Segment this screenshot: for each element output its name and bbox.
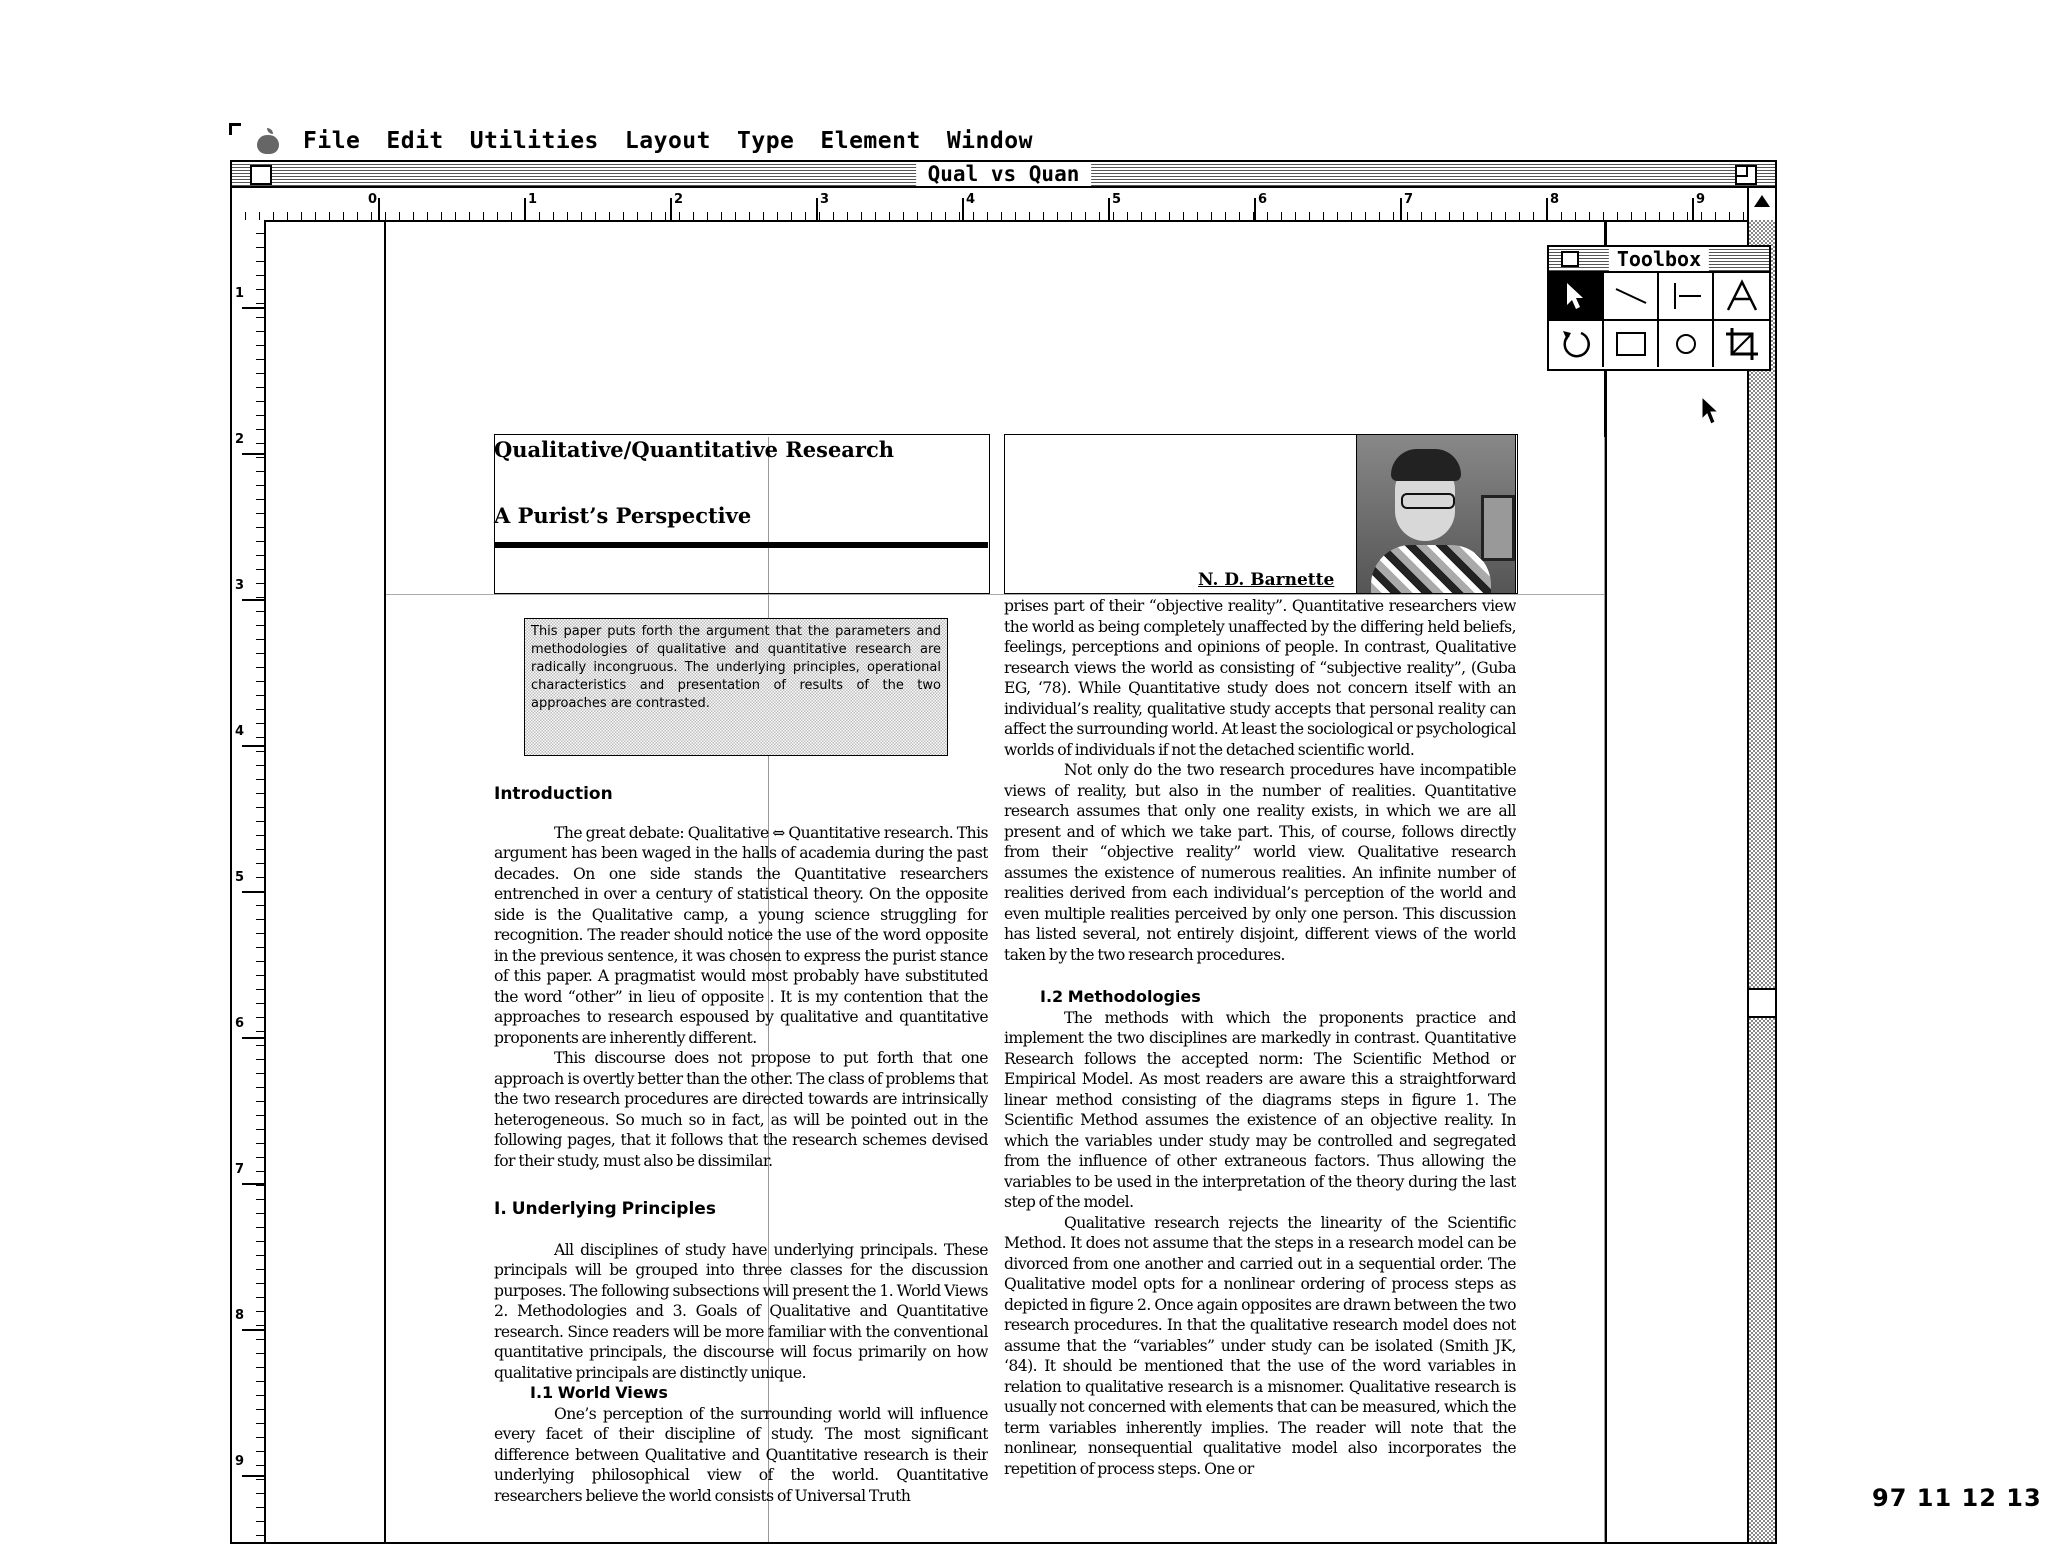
vertical-scrollbar[interactable] [1747, 220, 1775, 1542]
ruler-h-tick [1108, 198, 1110, 220]
abstract-spacer [494, 628, 988, 784]
window-title: Qual vs Quan [916, 162, 1092, 186]
author-name: N. D. Barnette [1198, 570, 1335, 590]
rectangle-tool-icon[interactable] [1604, 321, 1659, 367]
ruler-v-label: 7 [235, 1162, 245, 1177]
column-guide [1604, 437, 1605, 1542]
intro-heading: Introduction [494, 784, 613, 804]
ruler-h-tick [1546, 198, 1548, 220]
intro-paragraph-1: The great debate: Qualitative ⇔ Quantitative research. This argument has been waged in the halls of academia during the past decades. On one side stands the Quantitative researchers entrenched in over a century of statistical theory. On the opposite side is the Qualitative camp, a young science struggling for recognition. The reader should notice the use of the word opposite in the previous sentence, it was chosen to express the purist stance of this paper. A pragmatist would most probably have substituted the word “other” in lieu of opposite . It is my contention that the approaches to research espoused by qualitative and quantitative proponents are inherently different. [494, 823, 988, 1047]
menu-element[interactable]: Element [820, 128, 921, 154]
ruler-h-tick [962, 198, 964, 220]
toolbox-grid [1549, 273, 1769, 367]
author-photo[interactable] [1356, 434, 1516, 594]
menu-utilities[interactable]: Utilities [469, 128, 599, 154]
vertical-ruler[interactable] [232, 220, 266, 1542]
toolbox-title-bar[interactable] [1549, 247, 1769, 273]
ruler-h-label: 5 [1112, 192, 1122, 207]
ruler-h-label: 3 [820, 192, 830, 207]
menu-layout[interactable]: Layout [624, 128, 711, 154]
ruler-v-tick [242, 891, 264, 893]
spacer [1004, 965, 1516, 987]
ruler-h-tick [1254, 198, 1256, 220]
subsection-1-1-paragraph: One’s perception of the surrounding world will influence every facet of their discipline of study. The most significant difference between Qualitative and Quantitative research is their underlying philosophical view of the world. Quantitative researchers believe the world consists of Universal Truth [494, 1404, 988, 1505]
menu-bar [255, 124, 1059, 158]
image-stamp-text: 97 11 12 13 [1872, 1484, 2042, 1512]
mouse-pointer-icon [1700, 395, 1722, 427]
ruler-h-tick [524, 198, 526, 220]
ruler-v-tick [242, 1037, 264, 1039]
intro-paragraph-2: This discourse does not propose to put forth that one approach is overtly better than the other. The class of problems that the two research procedures are directed towards are intrinsically heterogeneous. So much so in fact, as will be pointed out in the following pages, that it follows that the research schemes devised for their study, must also be dissimilar. [494, 1049, 988, 1170]
ruler-v-label: 2 [235, 432, 245, 447]
abstract-box[interactable]: This paper puts forth the argument that the parameters and methodologies of qualitative and quantitative research are radically incongruous. The underlying principles, operational characteristics and presentation of results of the two approaches are contrasted. [524, 618, 948, 756]
document-title: Qualitative/Quantitative Research [494, 437, 895, 462]
spacer [494, 1220, 988, 1240]
ruler-h-tick [1400, 198, 1402, 220]
ruler-h-label: 8 [1550, 192, 1560, 207]
pointer-tool-icon[interactable] [1549, 273, 1604, 321]
ruler-v-tick [242, 1183, 264, 1185]
menu-edit[interactable]: Edit [386, 128, 444, 154]
spacer [494, 805, 988, 823]
toolbox-close-icon[interactable] [1561, 251, 1579, 267]
ruler-h-tick [670, 198, 672, 220]
apple-menu-icon[interactable] [255, 128, 281, 154]
section-1-paragraph: All disciplines of study have underlying principals. These principals will be grouped into three classes for the discussion purposes. The following subsections will present the 1. World Views 2. Methodologies and 3. Goals of Qualitative and Quantitative research. Since readers will be more familiar with the conventional quantitative principals, the discourse will focus primarily on how qualitative principals are distinctly unique. [494, 1240, 988, 1382]
ruler-h-label: 2 [674, 192, 684, 207]
ruler-v-tick [242, 453, 264, 455]
ruler-v-label: 9 [235, 1454, 245, 1469]
ruler-h-tick [816, 198, 818, 220]
ruler-h-label: 7 [1404, 192, 1414, 207]
ellipse-tool-icon[interactable] [1659, 321, 1714, 367]
photo-hair [1391, 449, 1461, 481]
toolbox-palette [1547, 245, 1771, 371]
horizontal-guide [386, 594, 1604, 595]
right-paragraph-2: Not only do the two research procedures have incompatible views of reality, but also in the number of realities. Quantitative research assumes that only one reality exists, in which we are all present and of which we take part. This, of course, follows directly from their “objective reality” world view. Qualitative research assumes the existence of numerous realities. An infinite number of realities derived from each individual’s perception of the world and even multiple realities perceived by only one person. This discussion has listed several, not entirely disjoint, different views of the world taken by the two research procedures. [1004, 761, 1516, 964]
ruler-h-label: 4 [966, 192, 976, 207]
text-tool-icon[interactable] [1714, 273, 1769, 321]
ruler-v-label: 3 [235, 578, 245, 593]
menu-file[interactable]: File [303, 128, 361, 154]
left-text-column[interactable] [494, 628, 988, 1528]
ruler-v-tick [242, 1475, 264, 1477]
ruler-h-tick [1692, 198, 1694, 220]
ruler-h-tick [378, 198, 380, 220]
right-text-column[interactable] [1004, 596, 1516, 1536]
ruler-h-label: 1 [528, 192, 538, 207]
page-left-edge [384, 220, 386, 1542]
ruler-h-label: 6 [1258, 192, 1268, 207]
ruler-v-tick [242, 307, 264, 309]
toolbox-title: Toolbox [1609, 247, 1709, 271]
spacer [494, 1171, 988, 1199]
diagonal-line-tool-icon[interactable] [1604, 273, 1659, 321]
ruler-v-label: 6 [235, 1016, 245, 1031]
ruler-v-tick [242, 599, 264, 601]
right-paragraph-3: The methods with which the proponents practice and implement the two disciplines are markedly in contrast. Quantitative Research follows the accepted norm: The Scientific Method or Empirical Model. As most readers are aware this a straightforward linear method consisting of the diagrams steps in figure 1. The Scientific Method assumes the existence of an objective reality. In which the variables under study may be controlled and segregated from the influence of other extraneous factors. Thus allowing the variables to be used in the interpretation of the theory during the last step of the model. [1004, 1008, 1516, 1211]
ruler-v-tick [242, 745, 264, 747]
crop-tool-icon[interactable] [1714, 321, 1769, 367]
photo-background-frame [1481, 495, 1515, 561]
ruler-h-label: 0 [368, 192, 378, 207]
document-window [230, 160, 1777, 1544]
screen-corner-mark [229, 123, 241, 135]
menu-window[interactable]: Window [946, 128, 1033, 154]
menu-type[interactable]: Type [737, 128, 795, 154]
scroll-thumb[interactable] [1749, 988, 1775, 1018]
window-title-bar[interactable] [232, 162, 1775, 188]
ruler-v-label: 5 [235, 870, 245, 885]
right-paragraph-4: Qualitative research rejects the linearity of the Scientific Method. It does not assume that the steps in a research model can be divorced from one another and carried out in a sequential order. The Qualitative model opts for a nonlinear ordering of process steps as depicted in figure 2. Once again opposites are drawn between the two research procedures. In that the qualitative research model does not assume that the “variables” under study can be isolated (Smith JK, ‘84). It should be mentioned that the use of the word variables in relation to qualitative research is a misnomer. Qualitative research is usually not concerned with elements that can be measured, which the term variables inherently implies. The reader will note that the nonlinear, nonsequential qualitative model also incorporates the repetition of process steps. One or [1004, 1213, 1516, 1478]
horizontal-ruler[interactable] [232, 188, 1747, 222]
photo-glasses [1401, 493, 1455, 509]
rotate-tool-icon[interactable] [1549, 321, 1604, 367]
scroll-up-arrow-icon[interactable] [1747, 188, 1775, 222]
ruler-h-label: 9 [1696, 192, 1706, 207]
ruler-v-label: 4 [235, 724, 245, 739]
subsection-1-2-heading: I.2 Methodologies [1040, 987, 1201, 1006]
ruler-v-label: 8 [235, 1308, 245, 1323]
zoom-box-icon[interactable] [1735, 165, 1757, 185]
ruler-v-label: 1 [235, 286, 245, 301]
photo-shirt [1371, 545, 1491, 594]
section-1-heading: I. Underlying Principles [494, 1199, 716, 1219]
close-box-icon[interactable] [250, 165, 272, 185]
document-subtitle: A Purist’s Perspective [494, 503, 752, 528]
subsection-1-1-heading: I.1 World Views [530, 1383, 668, 1402]
right-paragraph-1: prises part of their “objective reality”. Quantitative researchers view the world as being completely unaffected by the differing held beliefs, feelings, perceptions and opinions of people. In contrast, Qualitative research views the world as consisting of “subjective reality”, (Guba EG, ‘78). While Quantitative study does not concern itself with an individual’s reality, qualitative study accepts that personal reality can affect the surrounding world. At least the sociological or psychological worlds of individuals if not the detached scientific world. [1004, 597, 1516, 759]
title-rule [494, 542, 988, 548]
perpendicular-line-tool-icon[interactable] [1659, 273, 1714, 321]
ruler-v-tick [242, 1329, 264, 1331]
